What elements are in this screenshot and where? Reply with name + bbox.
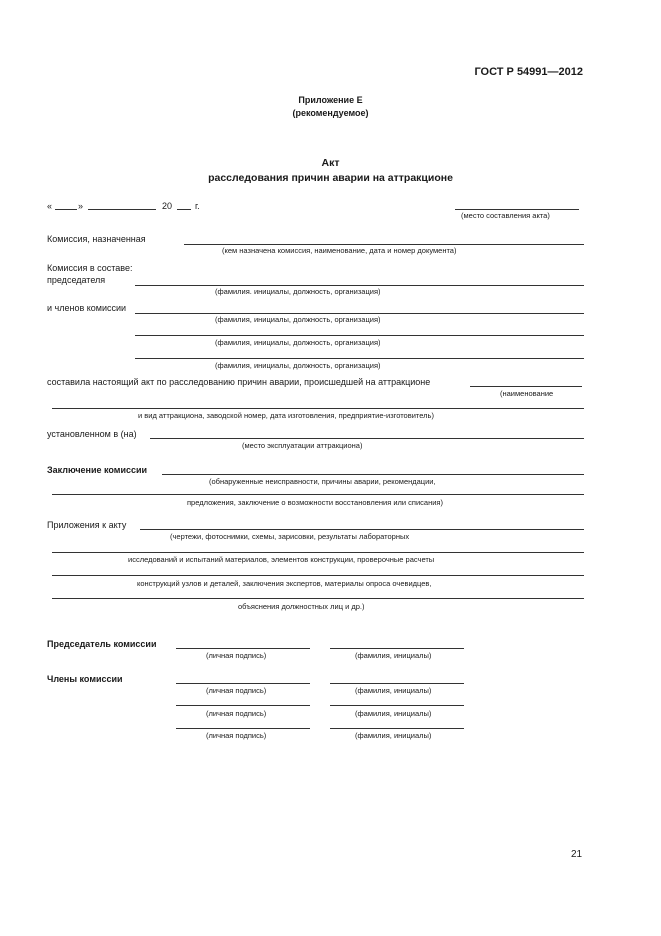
date-close-quote: » [78,201,84,211]
year-suffix: г. [195,201,200,211]
member-signature-field-2[interactable] [176,705,310,706]
attachments-caption-1: (чертежи, фотоснимки, схемы, зарисовки, результаты лабораторных [170,532,410,541]
place-caption: (место составления акта) [461,211,550,220]
name-caption-a: (наименование [500,389,554,398]
members-label: и членов комиссии [47,303,127,313]
member-name-field-3[interactable] [330,728,464,729]
chair-field[interactable] [135,285,584,286]
member-field-3[interactable] [135,358,584,359]
member-name-field-2[interactable] [330,705,464,706]
year-field[interactable] [177,209,191,210]
page-number: 21 [571,849,583,860]
member-caption-3: (фамилия, инициалы, должность, организация) [215,361,381,370]
commission-field[interactable] [184,244,584,245]
year-prefix: 20 [162,201,173,211]
name-caption-b: и вид аттракциона, заводской номер, дата изготовления, предприятие-изготовитель) [138,411,434,420]
chair-label: председателя [47,275,106,285]
chair-name-field[interactable] [330,648,464,649]
conclusion-caption-2: предложения, заключение о возможности восстановления или списания) [187,498,443,507]
chair-name-caption: (фамилия, инициалы) [355,651,432,660]
member-signature-caption-3: (личная подпись) [206,731,267,740]
act-title: Акт [321,157,340,169]
attraction-details-field[interactable] [52,408,584,409]
member-name-caption-2: (фамилия, инициалы) [355,709,432,718]
member-field-2[interactable] [135,335,584,336]
member-name-caption-3: (фамилия, инициалы) [355,731,432,740]
commission-label: Комиссия, назначенная [47,234,146,244]
commission-caption: (кем назначена комиссия, наименование, дата и номер документа) [222,246,457,255]
chair-signature-caption: (личная подпись) [206,651,267,660]
member-signature-caption-2: (личная подпись) [206,709,267,718]
attachments-caption-2: исследований и испытаний материалов, элементов конструкции, проверочные расчеты [128,555,435,564]
attachments-caption-4: объяснения должностных лиц и др.) [238,602,365,611]
attachments-field-4[interactable] [52,598,584,599]
member-signature-field-3[interactable] [176,728,310,729]
attachments-label: Приложения к акту [47,520,127,530]
conclusion-label: Заключение комиссии [47,465,148,475]
installed-field[interactable] [150,438,584,439]
standard-number: ГОСТ Р 54991—2012 [474,66,583,78]
member-signature-caption-1: (личная подпись) [206,686,267,695]
date-open-quote: « [47,201,53,211]
attraction-name-field[interactable] [470,386,582,387]
attachments-field-2[interactable] [52,552,584,553]
installed-label: установленном в (на) [47,429,137,439]
members-signature-label: Члены комиссии [47,674,123,684]
member-name-field-1[interactable] [330,683,464,684]
attachments-field[interactable] [140,529,584,530]
attachments-caption-3: конструкций узлов и деталей, заключения экспертов, материалы опроса очевидцев, [137,579,432,588]
conclusion-field[interactable] [162,474,584,475]
member-signature-field-1[interactable] [176,683,310,684]
act-subtitle: расследования причин аварии на аттракционе [208,172,453,184]
member-name-caption-1: (фамилия, инициалы) [355,686,432,695]
conclusion-field-2[interactable] [52,494,584,495]
member-caption-2: (фамилия, инициалы, должность, организация) [215,338,381,347]
chair-signature-label: Председатель комиссии [47,639,157,649]
attachments-field-3[interactable] [52,575,584,576]
compiled-text: составила настоящий акт по расследованию причин аварии, происшедшей на аттракционе [47,377,431,387]
conclusion-caption-1: (обнаруженные неисправности, причины аварии, рекомендации, [209,477,436,486]
day-field[interactable] [55,209,77,210]
place-field[interactable] [455,209,579,210]
appendix-status: (рекомендуемое) [292,108,369,118]
composition-label: Комиссия в составе: [47,263,133,273]
member-caption-1: (фамилия, инициалы, должность, организация) [215,315,381,324]
chair-caption: (фамилия. инициалы, должность, организация) [215,287,381,296]
installed-caption: (место эксплуатации аттракциона) [242,441,363,450]
member-field-1[interactable] [135,313,584,314]
appendix-title: Приложение Е [298,95,363,105]
month-field[interactable] [88,209,156,210]
chair-signature-field[interactable] [176,648,310,649]
